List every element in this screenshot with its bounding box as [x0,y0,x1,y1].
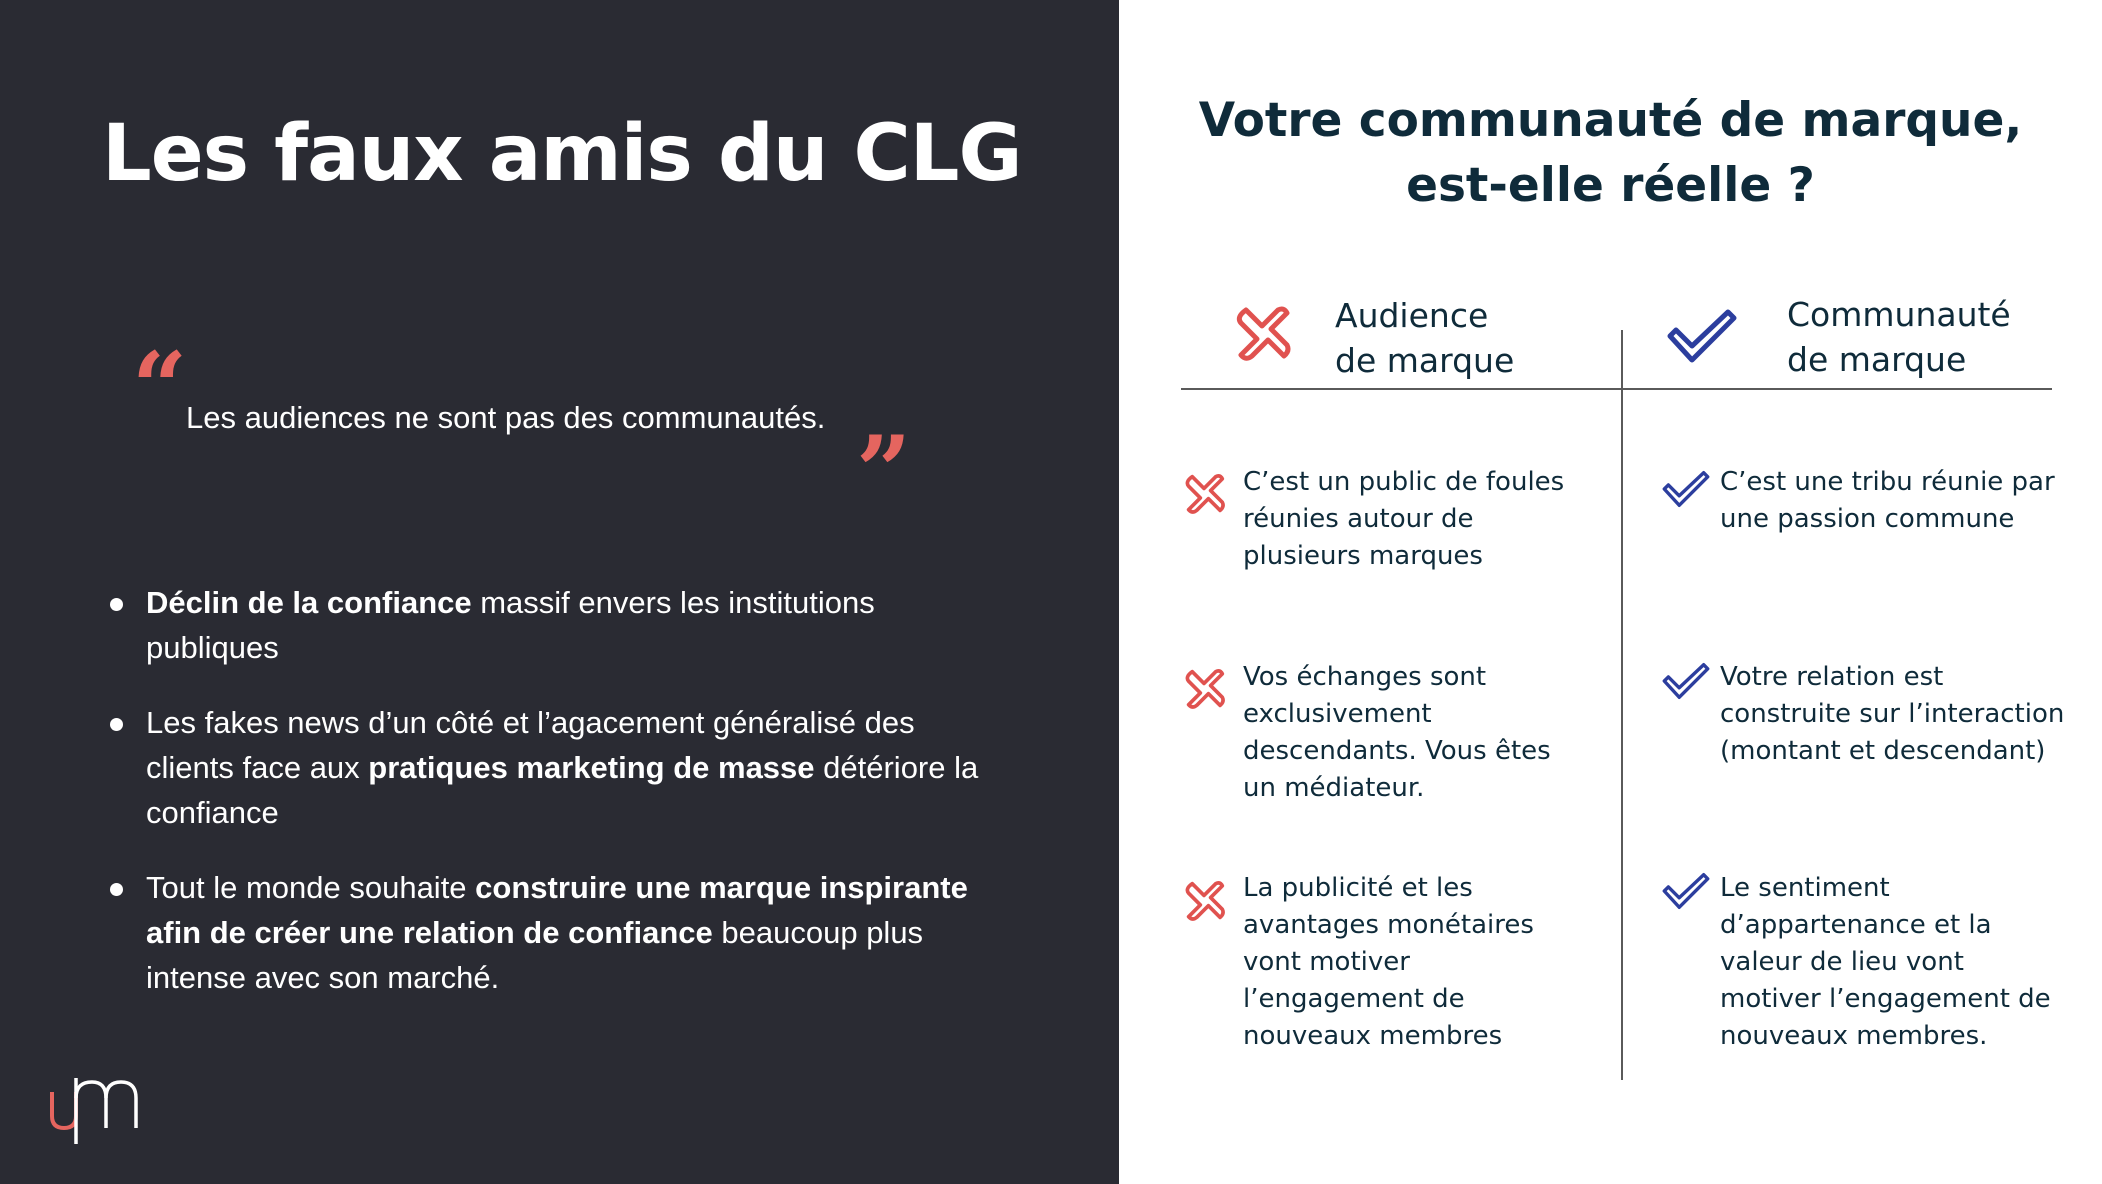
cross-icon [1182,668,1226,712]
bullet-text: Les fakes news d’un côté et l’agacement généralisé des clients face aux [146,705,915,785]
audience-item: C’est un public de foules réunies autour de plusieurs marques [1243,467,1565,571]
slide-title: Les faux amis du CLG [102,109,1022,199]
right-panel [1119,0,2102,1184]
column-header-communaute [1787,292,2011,382]
bullet-item [106,865,986,1000]
comparison-title-line2: est-elle réelle ? [1406,158,1815,213]
audience-item: Vos échanges sont exclusivement descendants. Vous êtes un médiateur. [1243,662,1551,803]
cross-icon [1232,305,1292,365]
close-quote-mark: ” [856,415,904,528]
bullet-text: beaucoup plus intense avec son marché. [146,915,924,995]
bullet-item [106,700,986,835]
column-header-line: Communauté [1787,295,2011,334]
comparison-title-line1: Votre communauté de marque, [1198,93,2023,148]
check-icon [1666,308,1738,364]
quote-text: Les audiences ne sont pas des communautés. [186,400,826,435]
column-header-line: de marque [1335,341,1515,380]
column-divider [1621,330,1623,1080]
communaute-item: C’est une tribu réunie par une passion commune [1720,467,2055,534]
bullet-text: Tout le monde souhaite [146,870,476,905]
bullet-bold: pratiques marketing de masse [368,750,815,785]
check-icon [1661,662,1711,700]
bullet-item [106,580,986,670]
bullet-text: massif envers les institutions publiques [146,585,875,665]
check-icon [1661,470,1711,508]
communaute-item: Votre relation est construite sur l’interaction (montant et descendant) [1720,662,2065,766]
bullet-bold: Déclin de la confiance [146,585,472,620]
bullet-text: détériore la confiance [146,750,979,830]
check-icon [1661,872,1711,910]
column-header-line: Audience [1335,296,1489,335]
cross-icon [1182,880,1226,924]
comparison-title [1119,88,2102,218]
cross-icon [1182,473,1226,517]
column-header-audience [1335,293,1514,383]
header-divider [1181,388,2052,390]
audience-item: La publicité et les avantages monétaires vont motiver l’engagement de nouveaux membres [1243,873,1534,1051]
bullet-list [106,580,986,1030]
bullet-bold: construire une marque inspirante afin de créer une relation de confiance [146,870,968,950]
communaute-item: Le sentiment d’appartenance et la valeur de lieu vont motiver l’engagement de nouveaux membres. [1720,873,2051,1051]
brand-logo [48,1072,140,1144]
column-header-line: de marque [1787,340,1967,379]
open-quote-mark: “ [132,331,180,444]
